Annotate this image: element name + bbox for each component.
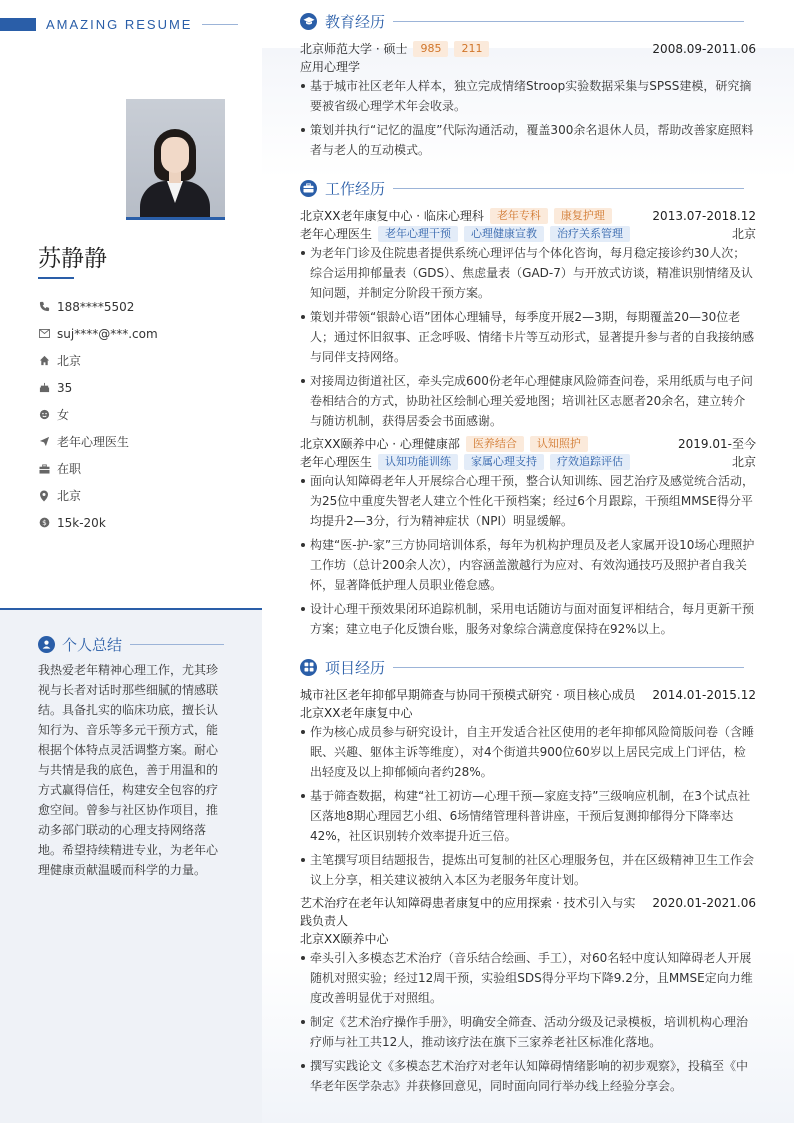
job-role: 老年心理医生 [300, 455, 373, 469]
bullet-item: 撰写实践论文《多模态艺术治疗对老年认知障碍情绪影响的初步观察》，投稿至《中华老年医学杂志》并获修回意见，同时面向同行举办线上经验分享会。 [300, 1056, 756, 1096]
home-icon [38, 355, 50, 367]
project-org-row [300, 930, 756, 947]
briefcase-icon [38, 463, 50, 475]
education-major: 应用心理学 [300, 60, 361, 74]
svg-text:$: $ [41, 518, 47, 528]
brand-divider [202, 24, 238, 25]
education-date: 2008.09-2011.06 [652, 41, 756, 56]
job-city: 北京 [731, 455, 756, 469]
education-heading [300, 11, 744, 31]
school-tag: 985 [413, 41, 448, 57]
info-text: 在职 [57, 462, 82, 476]
job-bullets [300, 243, 756, 435]
role-tag: 老年心理干预 [378, 226, 458, 242]
job-role-row [300, 453, 756, 470]
project-org: 北京XX颐养中心 [300, 932, 389, 946]
bullet-item: 牵头引入多模态艺术治疗（音乐结合绘画、手工），对60名轻中度认知障碍老人开展随机对照实验；经过12周干预，实验组SDS得分平均下降9.2分，且MMSE定向力维度改善明显优于对照组。 [300, 948, 756, 1008]
brand-title: AMAZING RESUME [46, 16, 193, 32]
info-text: 北京 [57, 354, 82, 368]
work-title: 工作经历 [325, 179, 386, 198]
mail-icon [38, 328, 50, 340]
candidate-name: 苏静静 [38, 246, 107, 272]
section-divider [393, 667, 744, 668]
info-city [38, 482, 248, 509]
job-tag: 老年专科 [490, 208, 548, 224]
brand-accent-bar [0, 18, 36, 31]
role-tag: 治疗关系管理 [550, 226, 630, 242]
project-bullets [300, 722, 756, 894]
info-phone [38, 293, 248, 320]
work-heading [300, 178, 744, 198]
location-icon [38, 490, 50, 502]
contact-info-list [38, 293, 248, 536]
job-tag: 认知照护 [530, 436, 588, 452]
job-date: 2019.01-至今 [678, 437, 756, 451]
project-header-row [300, 894, 756, 930]
education-bullets [300, 76, 756, 164]
school-name: 北京师范大学 · 硕士 [300, 42, 408, 56]
info-salary [38, 509, 248, 536]
role-tag: 认知功能训练 [378, 454, 458, 470]
bullet-item: 构建“医-护-家”三方协同培训体系，每年为机构护理员及老人家属开设10场心理照护工作坊（总计200余人次），内容涵盖激越行为应对、有效沟通技巧及照护者自我关怀，显著降低护理人员职业倦怠感。 [300, 535, 756, 595]
bullet-item: 策划并执行“记忆的温度”代际沟通活动，覆盖300余名退休人员，帮助改善家庭照料者与老人的互动模式。 [300, 120, 756, 160]
job-header-row [300, 435, 756, 452]
phone-icon [38, 301, 50, 313]
section-divider [393, 188, 744, 189]
section-divider [130, 644, 224, 645]
projects-title: 项目经历 [325, 658, 386, 677]
job-tag: 康复护理 [554, 208, 612, 224]
section-divider [393, 21, 744, 22]
summary-title: 个人总结 [62, 636, 123, 654]
name-underline [38, 277, 74, 279]
info-text: 北京 [57, 489, 82, 503]
education-major-row [300, 58, 756, 75]
bullet-item: 制定《艺术治疗操作手册》，明确安全筛查、活动分级及记录模板，培训机构心理治疗师与社工共12人，推动该疗法在旗下三家养老社区标准化落地。 [300, 1012, 756, 1052]
graduation-cap-icon [300, 13, 317, 30]
bullet-item: 设计心理干预效果闭环追踪机制，采用电话随访与面对面复评相结合，每月更新干预方案；建立电子化反馈台账，服务对象综合满意度保持在92%以上。 [300, 599, 756, 639]
bullet-item: 为老年门诊及住院患者提供系统心理评估与个体化咨询，每月稳定接诊约30人次；综合运用抑郁量表（GDS）、焦虑量表（GAD-7）与开放式访谈，精准识别情绪及认知问题，并制定分阶段干预方案。 [300, 243, 756, 303]
job-role-row [300, 225, 756, 242]
project-bullets [300, 948, 756, 1100]
gender-icon [38, 409, 50, 421]
info-email [38, 320, 248, 347]
info-gender [38, 401, 248, 428]
briefcase-icon [300, 180, 317, 197]
bullet-item: 策划并带领“银龄心语”团体心理辅导，每季度开展2—3期，每期覆盖20—30位老人；通过怀旧叙事、正念呼吸、情绪卡片等互动形式，显著提升参与者的自我接纳感与同伴支持网络。 [300, 307, 756, 367]
info-text: 188****5502 [57, 299, 135, 314]
education-header-row [300, 40, 756, 57]
info-position [38, 428, 248, 455]
info-hometown [38, 347, 248, 374]
info-age [38, 374, 248, 401]
job-role: 老年心理医生 [300, 227, 373, 241]
project-name: 城市社区老年抑郁早期筛查与协同干预模式研究 · 项目核心成员 [300, 688, 636, 702]
projects-heading [300, 657, 744, 677]
role-tag: 心理健康宣教 [464, 226, 544, 242]
brand-header [0, 14, 262, 34]
bullet-item: 主笔撰写项目结题报告，提炼出可复制的社区心理服务包，并在区级精神卫生工作会议上分享，相关建议被纳入本区为老服务年度计划。 [300, 850, 756, 890]
job-tag: 医养结合 [466, 436, 524, 452]
bullet-item: 基于城市社区老年人样本，独立完成情绪Stroop实验数据采集与SPSS建模，研究摘要被省级心理学术年会收录。 [300, 76, 756, 116]
profile-photo [126, 99, 225, 220]
project-name: 艺术治疗在老年认知障碍患者康复中的应用探索 · 技术引入与实践负责人 [300, 896, 636, 928]
job-date: 2013.07-2018.12 [652, 208, 756, 223]
project-header-row [300, 686, 756, 703]
bullet-item: 对接周边街道社区，牵头完成600份老年心理健康风险筛查问卷，采用纸质与电子问卷相结合的方式，协助社区绘制心理关爱地图；培训社区志愿者20余名，建立转介与随访机制，获得居委会书面感谢。 [300, 371, 756, 431]
education-title: 教育经历 [325, 12, 386, 31]
user-icon [38, 636, 55, 653]
job-company: 北京XX颐养中心 · 心理健康部 [300, 437, 460, 451]
info-text: 女 [57, 408, 70, 422]
grid-icon [300, 659, 317, 676]
bullet-item: 面向认知障碍老年人开展综合心理干预，整合认知训练、园艺治疗及感觉统合活动，为25位中重度失智老人建立个性化干预档案；经过6个月跟踪，干预组MMSE得分平均提升2—3分，行为精神症状（NPI）明显缓解。 [300, 471, 756, 531]
summary-text: 我热爱老年精神心理工作，尤其珍视与长者对话时那些细腻的情感联结。具备扎实的临床功底，擅长认知行为、音乐等多元干预方式，能根据个体特点灵活调整方案。耐心与共情是我的底色，善于用温和的方式赢得信任，构建安全包容的疗愈空间。曾参与社区协作项目，推动多部门联动的心理支持网络落地。希望持续精进专业，为老年心理健康贡献温暖而科学的力量。 [38, 663, 219, 877]
role-tag: 疗效追踪评估 [550, 454, 630, 470]
send-icon [38, 436, 50, 448]
job-bullets [300, 471, 756, 643]
bullet-item: 基于筛查数据，构建“社工初访—心理干预—家庭支持”三级响应机制，在3个试点社区落地8期心理园艺小组、6场情绪管理科普讲座，干预后复测抑郁得分下降率达42%，社区识别转介效率提升近三倍。 [300, 786, 756, 846]
info-text: 35 [57, 380, 73, 395]
project-date: 2020.01-2021.06 [652, 896, 756, 910]
salary-icon [38, 517, 50, 529]
info-text: suj****@***.com [57, 326, 158, 341]
job-company: 北京XX老年康复中心 · 临床心理科 [300, 209, 484, 223]
job-header-row [300, 207, 756, 224]
cake-icon [38, 382, 50, 394]
bullet-item: 作为核心成员参与研究设计，自主开发适合社区使用的老年抑郁风险简版问卷（含睡眠、兴趣、躯体主诉等维度），对4个街道共900位60岁以上居民完成上门评估，检出轻度及以上抑郁倾向者约28%。 [300, 722, 756, 782]
job-city: 北京 [731, 227, 756, 241]
project-org: 北京XX老年康复中心 [300, 706, 413, 720]
project-org-row [300, 704, 756, 721]
role-tag: 家属心理支持 [464, 454, 544, 470]
sidebar [0, 0, 262, 1123]
school-tag: 211 [454, 41, 489, 57]
info-status [38, 455, 248, 482]
summary-heading [38, 634, 224, 655]
project-date: 2014.01-2015.12 [652, 687, 756, 702]
info-text: 15k-20k [57, 515, 106, 530]
info-text: 老年心理医生 [57, 435, 130, 449]
